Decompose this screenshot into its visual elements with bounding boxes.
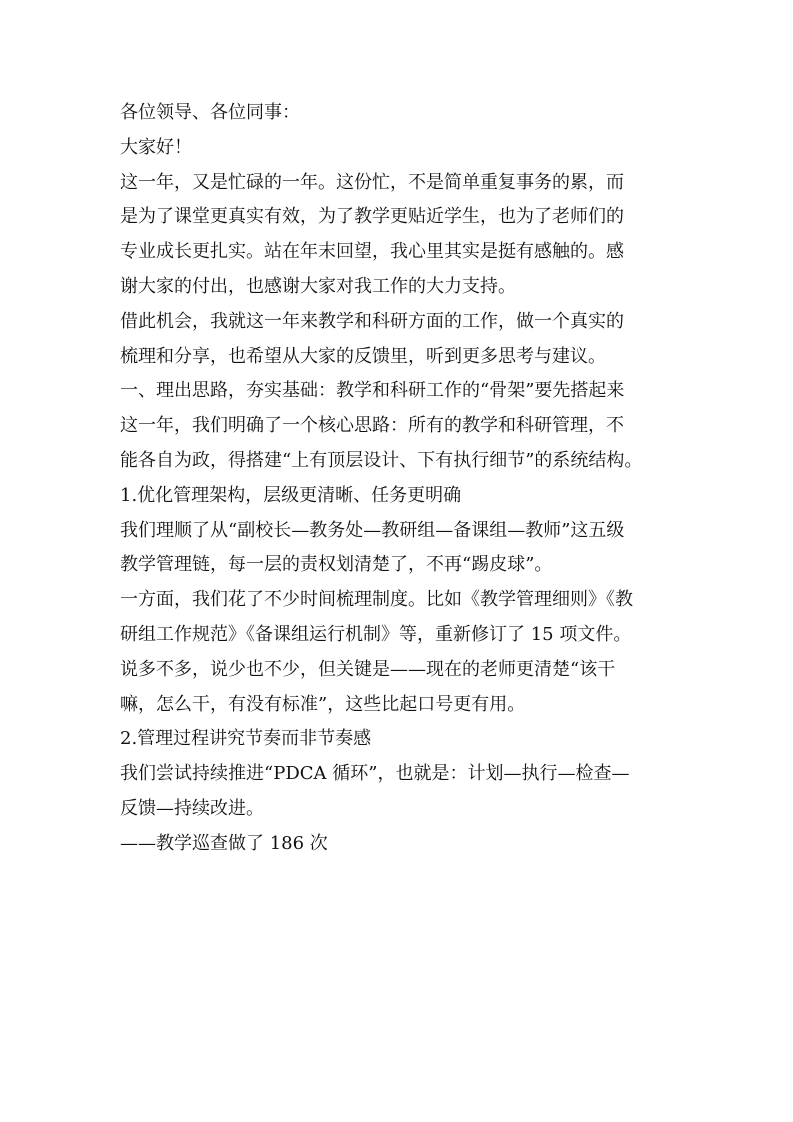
subsection-heading: 2.管理过程讲究节奏而非节奏感: [120, 728, 372, 750]
paragraph-line: 这一年，我们明确了一个核心思路：所有的教学和科研管理，不: [120, 415, 624, 437]
paragraph-line: 我们理顺了从“副校长—教务处—教研组—备课组—教师”这五级: [120, 519, 625, 541]
paragraph-line: 说多不多，说少也不少，但关键是——现在的老师更清楚“该干: [120, 658, 616, 680]
paragraph-line: 这一年，又是忙碌的一年。这份忙，不是简单重复事务的累，而: [120, 171, 624, 193]
paragraph-line: 能各自为政，得搭建“上有顶层设计、下有执行细节”的系统结构。: [120, 449, 643, 471]
salutation: 各位领导、各位同事：: [120, 102, 300, 123]
paragraph-line: 专业成长更扎实。站在年末回望，我心里其实是挺有感触的。感: [120, 241, 624, 263]
paragraph-line: 梳理和分享，也希望从大家的反馈里，听到更多思考与建议。: [120, 345, 606, 367]
paragraph-line: 一方面，我们花了不少时间梳理制度。比如《教学管理细则》《教: [120, 589, 633, 611]
paragraph-line: 是为了课堂更真实有效，为了教学更贴近学生，也为了老师们的: [120, 206, 624, 228]
paragraph-line: 借此机会，我就这一年来教学和科研方面的工作，做一个真实的: [120, 310, 624, 332]
subsection-heading: 1.优化管理架构，层级更清晰、任务更明确: [120, 484, 462, 506]
paragraph-line: 研组工作规范》《备课组运行机制》等，重新修订了 15 项文件。: [120, 623, 632, 645]
paragraph-line: 教学管理链，每一层的责权划清楚了，不再“踢皮球”。: [120, 554, 553, 576]
paragraph-line: ——教学巡查做了 186 次: [120, 832, 328, 854]
section-heading: 一、理出思路，夯实基础：教学和科研工作的“骨架”要先搭起来: [120, 380, 625, 402]
greeting: 大家好！: [120, 136, 192, 158]
paragraph-line: 嘛，怎么干，有没有标准”，这些比起口号更有用。: [120, 693, 526, 715]
document-body: [120, 96, 680, 862]
paragraph-line: 谢大家的付出，也感谢大家对我工作的大力支持。: [120, 275, 516, 297]
paragraph-line: 我们尝试持续推进“PDCA 循环”，也就是：计划—执行—检查—: [120, 763, 630, 785]
paragraph-line: 反馈—持续改进。: [120, 797, 264, 819]
